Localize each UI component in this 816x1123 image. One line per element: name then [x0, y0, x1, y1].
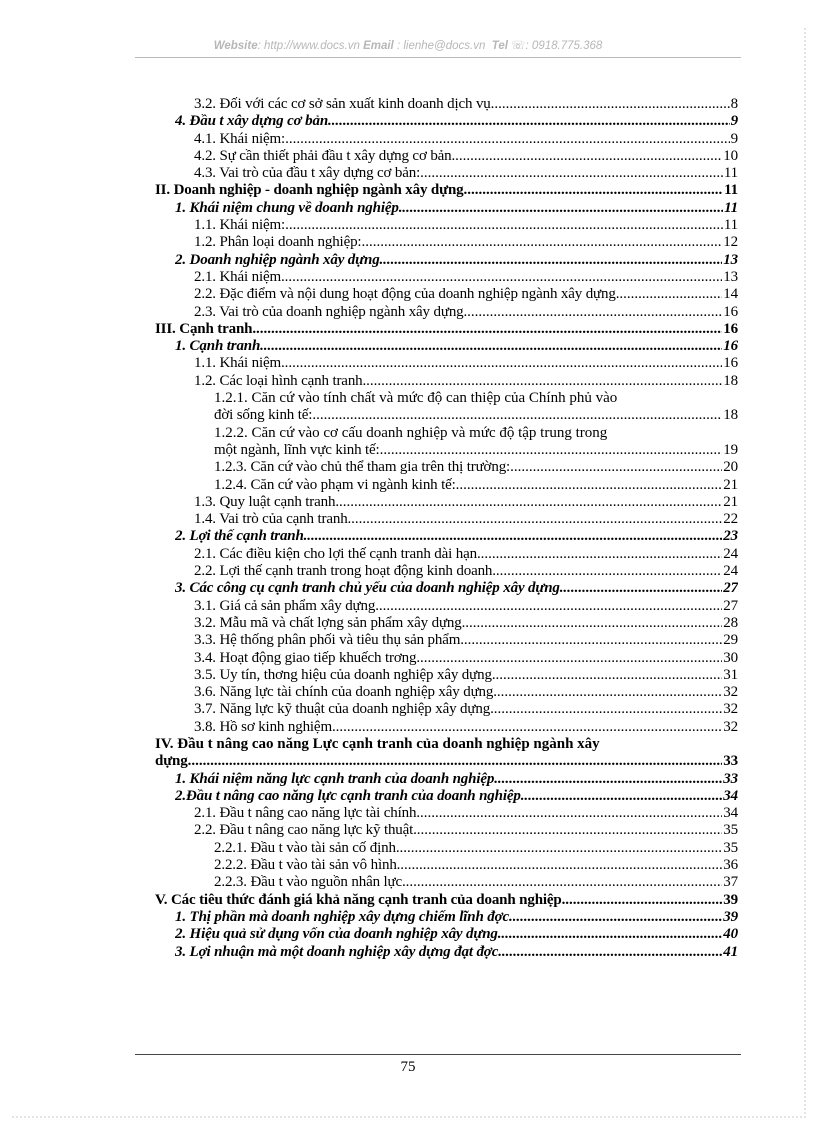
toc-entry[interactable]: [155, 598, 738, 615]
toc-entry-page: 11: [723, 165, 738, 182]
toc-dot-leader: [312, 407, 722, 424]
toc-dot-leader: [496, 563, 722, 580]
toc-entry-page: 24: [723, 563, 738, 580]
toc-entry[interactable]: [155, 200, 738, 217]
toc-dot-leader: [285, 131, 730, 148]
toc-entry-title: 2. Doanh nghiệp ngành xây dựng.: [175, 251, 384, 268]
toc-entry[interactable]: [155, 684, 738, 701]
toc-dot-leader: [497, 684, 722, 701]
toc-entry-title: 2.3. Vai trò của doanh nghiệp ngành xây dựng.: [194, 303, 468, 320]
toc-entry[interactable]: [155, 632, 738, 649]
toc-entry-title: 2.1. Khái niệm.: [194, 268, 285, 285]
toc-entry-title: 2.1. Các điều kiện cho lợi thế cạnh tranh dài hạn.: [194, 545, 481, 562]
page-header: [0, 38, 816, 52]
toc-entry[interactable]: [155, 131, 738, 148]
website-label: Website: [213, 40, 258, 52]
toc-entry[interactable]: [155, 390, 738, 425]
toc-entry[interactable]: [155, 286, 738, 303]
toc-entry[interactable]: [155, 165, 738, 182]
toc-dot-leader: [399, 840, 722, 857]
toc-entry[interactable]: [155, 528, 738, 545]
toc-entry-title: V. Các tiêu thức đánh giá khả năng cạnh tranh của doanh nghiệp.: [155, 891, 566, 908]
toc-dot-leader: [256, 321, 722, 338]
toc-entry-page: 19: [723, 441, 738, 458]
toc-entry-title: 1.2.4. Căn cứ vào phạm vi ngành kinh tế:: [214, 476, 456, 493]
toc-dot-leader: [524, 788, 722, 805]
toc-entry-page: 16: [723, 320, 738, 337]
toc-entry[interactable]: [155, 650, 738, 667]
toc-dot-leader: [307, 528, 722, 545]
toc-dot-leader: [498, 771, 722, 788]
toc-entry-page: 31: [723, 666, 738, 683]
toc-entry-title: 1. Khái niệm chung về doanh nghiệp.: [175, 199, 403, 216]
toc-entry-page: 16: [723, 355, 738, 372]
toc-entry[interactable]: [155, 113, 738, 130]
toc-entry-title: 1. Khái niệm năng lực cạnh tranh của doanh nghiệp.: [175, 770, 498, 787]
toc-dot-leader: [565, 892, 722, 909]
toc-entry[interactable]: [155, 252, 738, 269]
toc-entry-title-line: 1.2.2. Căn cứ vào cơ cấu doanh nghiệp và mức độ tập trung trong: [214, 424, 608, 441]
table-of-contents: [155, 96, 738, 961]
toc-entry-page: 16: [723, 303, 738, 320]
toc-dot-leader: [336, 719, 723, 736]
toc-entry-page: 32: [723, 718, 738, 735]
tel-label: Tel: [491, 40, 508, 52]
toc-entry-page: 24: [723, 545, 738, 562]
toc-entry[interactable]: [155, 321, 738, 338]
toc-entry-title: 1.2. Các loại hình cạnh tranh.: [194, 372, 367, 389]
toc-dot-leader: [495, 667, 722, 684]
toc-dot-leader: [332, 113, 730, 130]
website-url[interactable]: : http://www.docs.vn: [257, 40, 360, 52]
toc-entry-page: 13: [723, 251, 738, 268]
header-rule: [135, 57, 741, 58]
toc-entry-page: 30: [723, 649, 738, 666]
toc-entry-title: 4.2. Sự cần thiết phải đầu t xây dựng cơ bản.: [194, 147, 456, 164]
toc-entry-title-line: 1.2.1. Căn cứ vào tính chất và mức độ can thiệp của Chính phủ vào: [214, 390, 618, 407]
toc-entry-title: dựng: [155, 753, 188, 770]
toc-entry-page: 27: [723, 580, 738, 597]
toc-entry-title: 3. Các công cụ cạnh tranh chủ yếu của doanh nghiệp xây dựng.: [175, 580, 564, 597]
toc-entry-page: 34: [723, 805, 738, 822]
toc-entry-title: 3. Lợi nhuận mà một doanh nghiệp xây dựng đạt đợc.: [175, 943, 502, 960]
toc-dot-leader: [467, 304, 722, 321]
toc-entry-title: 1.2. Phân loại doanh nghiệp:: [194, 234, 362, 251]
toc-entry[interactable]: [155, 425, 738, 460]
toc-dot-leader: [494, 701, 723, 718]
toc-entry-page: 16: [723, 338, 738, 355]
toc-entry-page: 36: [723, 857, 738, 874]
toc-dot-leader: [465, 615, 722, 632]
toc-entry-page: 14: [723, 286, 738, 303]
toc-dot-leader: [420, 650, 722, 667]
toc-entry-title: 1. Thị phần mà doanh nghiệp xây dựng chiếm lĩnh đợc.: [175, 908, 513, 925]
toc-entry-title: 3.5. Uy tín, thơng hiệu của doanh nghiệp xây dựng.: [194, 666, 496, 683]
toc-entry[interactable]: [155, 771, 738, 788]
toc-entry[interactable]: [155, 857, 738, 874]
toc-dot-leader: [379, 598, 722, 615]
toc-entry-page: 27: [723, 597, 738, 614]
toc-dot-leader: [264, 338, 723, 355]
toc-dot-leader: [417, 822, 723, 839]
toc-entry-title: 4.3. Vai trò của đầu t xây dựng cơ bản:: [194, 165, 421, 182]
toc-entry[interactable]: [155, 96, 738, 113]
toc-dot-leader: [455, 148, 722, 165]
toc-entry-title: 3.7. Năng lực kỹ thuật của doanh nghiệp xây dựng.: [194, 701, 494, 718]
toc-dot-leader: [285, 355, 723, 372]
toc-entry-title: một ngành, lĩnh vực kinh tế:: [214, 441, 380, 458]
toc-entry-title: 3.6. Năng lực tài chính của doanh nghiệp xây dựng.: [194, 684, 497, 701]
toc-entry[interactable]: [155, 822, 738, 839]
toc-dot-leader: [339, 494, 722, 511]
toc-entry-page: 9: [730, 130, 738, 147]
toc-entry[interactable]: [155, 304, 738, 321]
toc-entry-page: 11: [723, 217, 738, 234]
toc-entry[interactable]: [155, 563, 738, 580]
toc-dot-leader: [383, 252, 722, 269]
toc-entry-title: 4.1. Khái niệm:: [194, 130, 286, 147]
toc-dot-leader: [366, 373, 722, 390]
toc-dot-leader: [502, 944, 722, 961]
toc-entry-page: 29: [723, 632, 738, 649]
toc-entry-page: 8: [730, 96, 738, 112]
toc-entry-page: 20: [723, 459, 738, 476]
toc-dot-leader: [285, 217, 723, 234]
phone-icon: ☏: [511, 40, 526, 52]
toc-dot-leader: [619, 286, 722, 303]
toc-entry-page: 12: [723, 234, 738, 251]
toc-entry-page: 11: [724, 182, 738, 199]
toc-entry-page: 18: [723, 407, 738, 424]
toc-entry[interactable]: [155, 874, 738, 891]
toc-dot-leader: [463, 182, 723, 199]
toc-entry[interactable]: [155, 182, 738, 199]
toc-entry-title: 3.1. Giá cả sản phẩm xây dựng.: [194, 597, 379, 614]
toc-entry-title: 3.2. Mẫu mã và chất lợng sản phẩm xây dựng.: [194, 614, 466, 631]
toc-entry-title: 3.4. Hoạt động giao tiếp khuếch trơng.: [194, 649, 420, 666]
toc-entry[interactable]: [155, 355, 738, 372]
toc-entry[interactable]: [155, 511, 738, 528]
toc-entry-title: 2.2.2. Đầu t vào tài sản vô hình.: [214, 857, 401, 874]
toc-entry-title-line: IV. Đầu t nâng cao năng Lực cạnh tranh của doanh nghiệp ngành xây: [155, 735, 600, 752]
toc-entry[interactable]: [155, 788, 738, 805]
page-number: 75: [400, 1059, 416, 1075]
toc-entry-page: 35: [723, 839, 738, 856]
toc-entry-title: 1. Cạnh tranh.: [175, 338, 264, 355]
toc-entry-title: 2.1. Đầu t nâng cao năng lực tài chính.: [194, 805, 420, 822]
toc-entry-title: 2.2.1. Đầu t vào tài sản cố định.: [214, 839, 400, 856]
phone-number: : 0918.775.368: [525, 40, 603, 52]
toc-entry[interactable]: [155, 459, 738, 476]
toc-entry-title: 1.2.3. Căn cứ vào chủ thể tham gia trên thị trường:: [214, 459, 511, 476]
toc-entry-page: 32: [723, 701, 738, 718]
toc-entry-title: 2. Hiệu quả sử dụng vốn của doanh nghiệp xây dựng.: [175, 926, 502, 943]
toc-dot-leader: [361, 234, 722, 251]
toc-entry-page: 11: [724, 199, 738, 216]
toc-entry-page: 39: [723, 891, 738, 908]
toc-entry[interactable]: [155, 667, 738, 684]
toc-entry-title: II. Doanh nghiệp - doanh nghiệp ngành xây dựng: [155, 182, 464, 199]
toc-dot-leader: [481, 546, 723, 563]
toc-dot-leader: [491, 96, 730, 113]
toc-entry-page: 33: [723, 753, 738, 770]
toc-entry[interactable]: [155, 269, 738, 286]
toc-entry[interactable]: [155, 477, 738, 494]
toc-dot-leader: [510, 459, 722, 476]
toc-dot-leader: [513, 909, 723, 926]
toc-dot-leader: [420, 805, 722, 822]
toc-entry-page: 32: [723, 684, 738, 701]
toc-entry[interactable]: [155, 736, 738, 771]
toc-entry[interactable]: [155, 234, 738, 251]
toc-entry-title: 4. Đầu t xây dựng cơ bản.: [175, 113, 332, 130]
toc-dot-leader: [351, 511, 722, 528]
toc-dot-leader: [406, 874, 723, 891]
email-label: Email: [363, 40, 394, 52]
toc-entry-page: 33: [723, 770, 738, 787]
toc-entry-title: 1.4. Vai trò của cạnh tranh.: [194, 511, 352, 528]
toc-entry[interactable]: [155, 719, 738, 736]
toc-entry-title: 2.2. Đầu t nâng cao năng lực kỹ thuật.: [194, 822, 417, 839]
toc-entry[interactable]: [155, 892, 738, 909]
toc-entry-title: 2.2. Lợi thế cạnh tranh trong hoạt động kinh doanh.: [194, 563, 496, 580]
toc-dot-leader: [285, 269, 723, 286]
toc-entry-title: 2.Đầu t nâng cao năng lực cạnh tranh của doanh nghiệp.: [175, 787, 525, 804]
toc-entry[interactable]: [155, 926, 738, 943]
toc-entry-page: 10: [723, 147, 738, 164]
toc-entry-page: 40: [723, 926, 738, 943]
footer-rule: [135, 1054, 741, 1055]
toc-entry[interactable]: [155, 909, 738, 926]
toc-dot-leader: [402, 200, 723, 217]
toc-dot-leader: [501, 926, 722, 943]
toc-entry-title: 1.3. Quy luật cạnh tranh.: [194, 493, 339, 510]
toc-entry-page: 28: [723, 614, 738, 631]
toc-entry-page: 23: [723, 528, 738, 545]
toc-entry-page: 21: [723, 493, 738, 510]
toc-entry-page: 13: [723, 268, 738, 285]
toc-dot-leader: [188, 753, 723, 770]
toc-entry-title: 3.8. Hồ sơ kinh nghiệm.: [194, 718, 336, 735]
toc-entry-title: 3.3. Hệ thống phân phối và tiêu thụ sản phẩm.: [194, 632, 464, 649]
toc-entry[interactable]: [155, 701, 738, 718]
toc-entry-page: 22: [723, 511, 738, 528]
toc-entry-page: 18: [723, 372, 738, 389]
toc-entry-page: 37: [723, 874, 738, 891]
toc-entry[interactable]: [155, 580, 738, 597]
toc-entry[interactable]: [155, 944, 738, 961]
toc-entry-title: III. Cạnh tranh.: [155, 320, 256, 337]
toc-entry-title: 1.1. Khái niệm.: [194, 355, 285, 372]
toc-entry-title: 2.2. Đặc điểm và nội dung hoạt động của doanh nghiệp ngành xây dựng.: [194, 286, 620, 303]
toc-dot-leader: [464, 632, 722, 649]
toc-entry[interactable]: [155, 373, 738, 390]
email-address[interactable]: : lienhe@docs.vn: [396, 40, 486, 52]
toc-entry-page: 35: [723, 822, 738, 839]
toc-entry[interactable]: [155, 217, 738, 234]
toc-entry-page: 9: [730, 113, 738, 130]
toc-entry-title: 3.2. Đối với các cơ sở sản xuất kinh doanh dịch vụ: [194, 96, 491, 112]
toc-entry-page: 41: [723, 943, 738, 960]
toc-entry-page: 21: [723, 476, 738, 493]
toc-entry-title: 2.2.3. Đầu t vào nguồn nhân lực.: [214, 874, 406, 891]
toc-entry-title: 1.1. Khái niệm:: [194, 217, 286, 234]
toc-dot-leader: [380, 442, 723, 459]
toc-dot-leader: [456, 477, 723, 494]
toc-dot-leader: [563, 580, 722, 597]
toc-dot-leader: [400, 857, 722, 874]
toc-entry-page: 34: [723, 787, 738, 804]
toc-entry[interactable]: [155, 148, 738, 165]
toc-entry[interactable]: [155, 338, 738, 355]
toc-entry-title: 2. Lợi thế cạnh tranh.: [175, 528, 308, 545]
toc-entry[interactable]: [155, 546, 738, 563]
toc-entry[interactable]: [155, 494, 738, 511]
toc-entry[interactable]: [155, 805, 738, 822]
toc-entry[interactable]: [155, 615, 738, 632]
toc-entry-page: 39: [723, 908, 738, 925]
toc-entry[interactable]: [155, 840, 738, 857]
toc-dot-leader: [420, 165, 723, 182]
toc-entry-title: đời sống kinh tế:: [214, 407, 313, 424]
